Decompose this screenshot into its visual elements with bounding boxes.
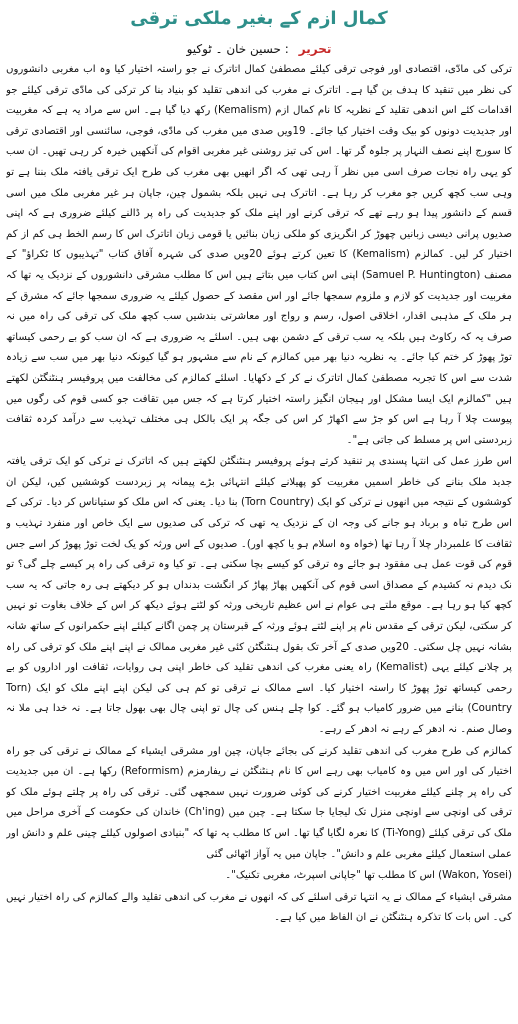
byline-author: حسین خان ۔ ٹوکیو bbox=[186, 42, 281, 56]
byline bbox=[0, 38, 518, 60]
paragraph: ترکی کی مادّی، اقتصادی اور فوجی ترقی کیلئے مصطفیٰ کمال اتاترک نے جو راستہ اختیار کیا وہ اب مغربی دانشوروں کی نظر میں تنقید کا ہدف بن گیا ہے۔ اتاترک نے مغرب کی اندھی تقلید کو بنیاد بنا کر ترکی کی مادّی ترقی کیلئے جو اقدامات کئے اس اندھی تقلید کے نظریہ کا نام کمال ازم (Kemalism) رکھ دیا گیا ہے۔ اس سے مراد یہ ہے کہ مغربیت اور جدیدیت دونوں کو بیک وقت اختیار کیا جائے۔ 19ویں صدی میں مغرب کی مادّی، فوجی، سائنسی اور اقتصادی ترقی کا سورج اپنے نصف النہار پر جلوہ گر تھا۔ اس کی تیز روشنی غیر مغربی اقوام کی آنکھیں خیرہ کر رہی تھیں۔ ان سب کو یہی راہ نجات صرف اسی میں نظر آ رہی تھی کہ اگر انھیں بھی مغرب کی طرح ایک ترقی یافتہ ملک بننا ہے تو وہی سب کچھ کریں جو مغرب کر رہا ہے۔ اتاترک ہی نہیں بلکہ بشمول چین، جاپان ہر غیر مغربی ملک میں اسی قسم کے دانشور پیدا ہو رہے تھے کہ ترقی کرنے اور اپنے ملک کو جدیدیت کی راہ پر ڈالنے کیلئے ضروری ہے کہ اپنی صدیوں پرانی دیسی زبانیں چھوڑ کر انگریزی کو ملکی زبان بنائیں یا قومی زبان اتاترک اس کا رسم الخط ہی کم از کم اختیار کر لیں۔ کمالزم (Kemalism) کا تعین کرتے ہوئے 20ویں صدی کی شہرہ آفاق کتاب "تہذیبوں کا ٹکراؤ" کے مصنف (Samuel P. Huntington) اپنی اس کتاب میں بتاتے ہیں اس کا مطلب مشرقی دانشوروں کے نزدیک یہ تھا کہ مغربیت اور جدیدیت کو لازم و ملزوم سمجھا جائے اور اس مقصد کے حصول کیلئے یہ ضروری سمجھا جائے کہ مشرق کے ہر ملک کے مذہبی اقدار، اخلاقی اصول، رسم و رواج اور معاشرتی بندشیں سب کچھ ملک کی ترقی کی راہ میں نہ صرف یہ کہ رکاوٹ ہیں بلکہ یہ سب ترقی کے دشمن بھی ہیں۔ اسلئے یہ ضروری ہے کہ ان سب کو بے رحمی کیساتھ توڑ پھوڑ کر ختم کیا جائے۔ یہ نظریہ دنیا بھر میں کمالزم کے نام سے مشہور ہو گیا کیونکہ دنیا بھر میں سب سے زیادہ شدت سے اس کا تجربہ مصطفیٰ کمال اتاترک نے کر کے دکھایا۔ اسلئے کمالزم کی مخالفت میں پروفیسر ہنٹنگٹن لکھتے ہیں "کمالزم ایک ایسا مشکل اور ہیجان انگیز راستہ اختیار کرتا ہے کہ جس میں تقافت جو کسی قوم کی رگوں میں پیوست چلا آ رہا ہے اس کو جڑ سے اکھاڑ کر اس کی جگہ پر ایک بالکل ہی مختلف تہذیب سے درآمد کردہ ثقافت زبردستی اس پر مسلط کی جاتی ہے"۔ bbox=[6, 64, 512, 446]
paragraph: مشرقی ایشیاء کے ممالک نے یہ انتہا ترقی اسلئے کی کہ انھوں نے مغرب کی اندھی تقلید والے کمالزم کی راہ اختیار نہیں کی۔ اس بات کا تذکرہ ہنٹنگٹن نے ان الفاظ میں کیا ہے۔ bbox=[6, 891, 512, 924]
byline-label: تحریر bbox=[298, 42, 332, 56]
article-title: کمال ازم کے بغیر ملکی ترقی bbox=[130, 8, 388, 29]
article-body bbox=[6, 60, 512, 1020]
paragraph: (Wakon, Yosei) اس کا مطلب تھا "جاپانی اسپرٹ، مغربی تکنیک"۔ bbox=[225, 870, 512, 882]
paragraph: کمالزم کی طرح مغرب کی اندھی تقلید کرنے کی بجائے جاپان، چین اور مشرقی ایشیاء کے ممالک نے ترقی کی جو راہ اختیار کی اور اس میں وہ کامیاب بھی رہے اس کا نام ہنٹنگٹن نے ریفارمزم (Reformism) رکھا ہے۔ ان میں جدیدیت کی راہ پر چلنے کیلئے مغربیت اختیار کرنے کی کوئی ضرورت نہیں سمجھی گئی۔ ترقی کی راہ پر چلتے ہوئے ملک کو ترقی کی اونچی سے اونچی منزل تک لیجایا جا سکتا ہے۔ چین میں (Ch'ing) خاندان کی حکومت کے آخری مراحل میں ملک کی ترقی کیلئے (Ti-Yong) کا نعرہ لگایا گیا تھا۔ اس کا مطلب یہ تھا کہ "بنیادی اصولوں کیلئے چینی علم و دانش اور عملی استعمال کیلئے مغربی علم و دانش"۔ جاپان میں یہ آواز اٹھائی گئی bbox=[6, 745, 512, 860]
byline-separator: : bbox=[280, 42, 289, 56]
paragraph: اس طرز عمل کی انتہا پسندی پر تنقید کرتے ہوئے پروفیسر ہنٹنگٹن لکھتے ہیں کہ اتاترک نے ترکی کو ایک ترقی یافتہ جدید ملک بنانے کی خاطر اسمیں مغربیت کو پھیلانے کیلئے انتہائی بڑے پیمانہ پر زبردست کوششیں کیں، لیکن ان کوششوں کے نتیجہ میں انھوں نے ترکی کو ایک (Torn Country) بنا دیا۔ یعنی کہ اس ملک کو ستیاناس کر دیا۔ ترکی کے اس طرح تباہ و برباد ہو جانے کی وجہ ان کے نزدیک یہ تھی کہ ترکی کی صدیوں سے ایک خاص اور منفرد تہذیب و ثقافت کا علمبردار چلا آ رہا تھا (خواہ وہ اسلام ہو یا کچھ اور)۔ صدیوں کے اس ورثہ کو یک لخت توڑ پھوڑ کر اسے جس قوم کی قوت عمل ہی مفقود ہو جائے وہ ترقی کو کیسے بچا سکتی ہے۔ تو کیا وہ ترقی کی راہ پر کیسے چلے گی؟ تو نک دیدم نہ کشیدم کے مصداق اسی قوم کی آنکھیں پھاڑ پھاڑ کر انگشت بدنداں ہو کر دیکھتے ہی رہ جاتی کہ یہ سب کچھ کیا ہو رہا ہے۔ موقع ملتے ہی عوام نے اس عظیم تاریخی ورثہ کو لٹتے ہوئے دیکھ کر اس کے خلاف بغاوت تو نہیں کر سکتی، لیکن ترقی کے مقدس نام پر اپنے لٹتے ہوئے ورثہ کے قبرستان پر چمن اگانے کیلئے اپنے حکمرانوں کے ساتھ شانہ بشانہ نہیں چل سکتی۔ 20ویں صدی کے آخر تک بقول ہنٹنگٹن کئی غیر مغربی ممالک نے اپنے اپنے ملک کو ترقی کی راہ پر چلانے کیلئے یہی (Kemalist) راہ یعنی مغرب کی اندھی تقلید کی خاطر اپنی ہی روایات، ثقافت اور اداروں کو بے رحمی کیساتھ توڑ پھوڑ کا راستہ اختیار کیا۔ اسے ممالک نے ترقی تو کم ہی کی لیکن اپنے اپنے ملک کو ایک (Torn Country) بنانے میں ضرور کامیاب ہو گئے۔ کوا چلے ہنس کی چال تو اپنی چال بھی بھول جاتا ہے۔ نہ خدا ہی ملا نہ وصال صنم۔ نہ ادھر کے رہے نہ ادھر کے رہے۔ bbox=[6, 456, 512, 735]
